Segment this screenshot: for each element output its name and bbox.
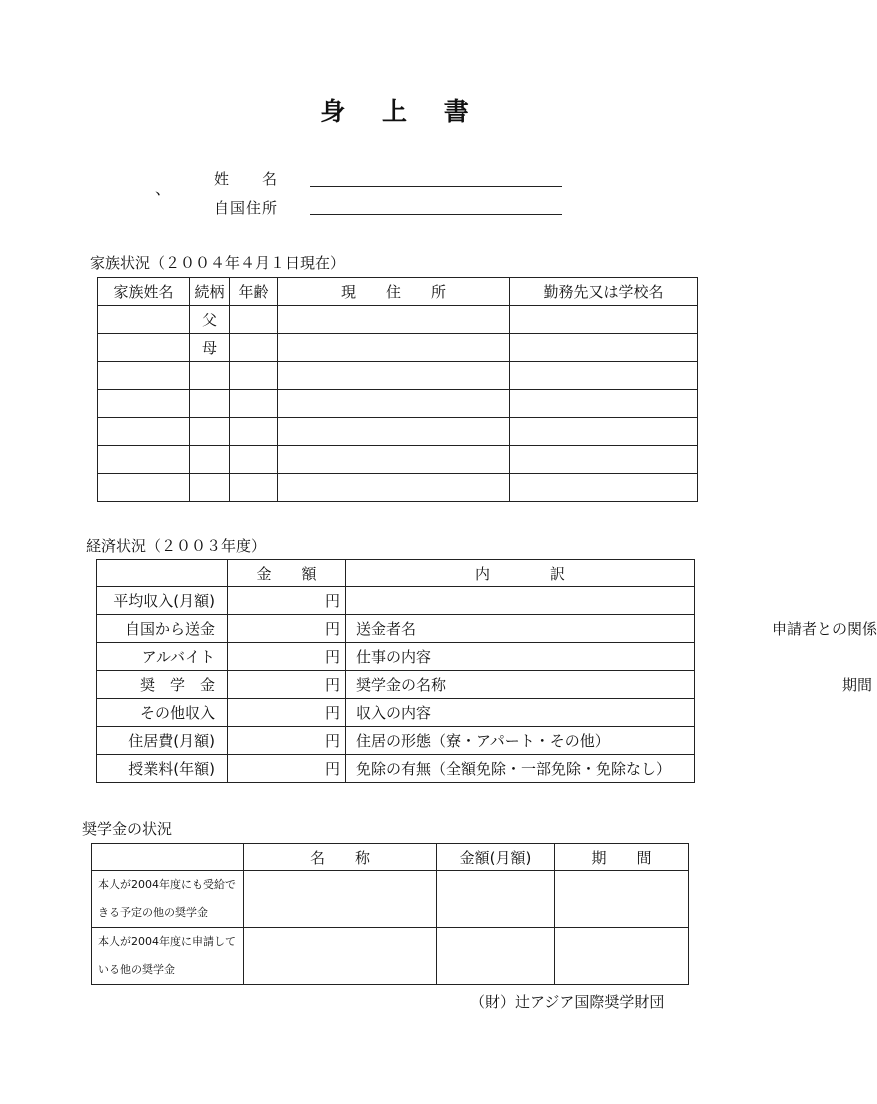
family-row xyxy=(98,362,698,390)
economy-detail-sublabel: 申請者との関係 xyxy=(772,620,877,638)
family-row xyxy=(98,474,698,502)
work-school-cell[interactable] xyxy=(510,446,698,474)
economy-detail-cell[interactable] xyxy=(346,727,695,755)
economy-item-label: 住居費(月額) xyxy=(97,727,228,755)
family-header-name: 家族姓名 xyxy=(98,278,190,306)
name-field[interactable] xyxy=(310,186,562,187)
stray-mark: 、 xyxy=(155,179,172,198)
scholarship-amount-cell[interactable] xyxy=(437,928,555,985)
economy-row xyxy=(97,615,695,643)
address-label: 自国住所 xyxy=(214,199,279,217)
age-cell[interactable] xyxy=(230,446,278,474)
economy-detail-cell[interactable] xyxy=(346,587,695,615)
scholarship-period-cell[interactable] xyxy=(555,928,689,985)
family-name-cell[interactable] xyxy=(98,418,190,446)
economy-detail-cell[interactable] xyxy=(346,671,873,699)
family-header-relation: 続柄 xyxy=(190,278,230,306)
scholarship-header-period: 期 間 xyxy=(555,844,689,871)
scholarship-table xyxy=(91,843,689,985)
economy-detail-label: 送金者名 xyxy=(356,620,417,638)
economy-row xyxy=(97,643,695,671)
family-row xyxy=(98,418,698,446)
economy-header-detail: 内 訳 xyxy=(346,560,695,587)
relation-cell[interactable] xyxy=(190,474,230,502)
scholarship-row xyxy=(92,871,689,928)
family-section-title: 家族状況（２００４年４月１日現在） xyxy=(90,254,346,272)
economy-item-label: 奨 学 金 xyxy=(97,671,228,699)
economy-header-row xyxy=(97,560,695,587)
economy-amount-cell[interactable]: 円 xyxy=(228,727,346,755)
scholarship-row-label: 本人が2004年度に申請している他の奨学金 xyxy=(92,928,244,985)
age-cell[interactable] xyxy=(230,474,278,502)
work-school-cell[interactable] xyxy=(510,474,698,502)
economy-item-label: アルバイト xyxy=(97,643,228,671)
scholarship-header-amount: 金額(月額) xyxy=(437,844,555,871)
economy-item-label: 平均収入(月額) xyxy=(97,587,228,615)
economy-detail-label: 奨学金の名称 xyxy=(356,676,447,694)
economy-detail-cell[interactable] xyxy=(346,643,695,671)
economy-amount-cell[interactable]: 円 xyxy=(228,755,346,783)
economy-row xyxy=(97,671,695,699)
address-cell[interactable] xyxy=(278,390,510,418)
economy-amount-cell[interactable]: 円 xyxy=(228,643,346,671)
work-school-cell[interactable] xyxy=(510,362,698,390)
address-field[interactable] xyxy=(310,214,562,215)
relation-cell[interactable] xyxy=(190,362,230,390)
family-header-row xyxy=(98,278,698,306)
economy-detail-label: 住居の形態（寮・アパート・その他） xyxy=(356,732,610,750)
family-name-cell[interactable] xyxy=(98,334,190,362)
address-cell[interactable] xyxy=(278,446,510,474)
family-header-age: 年齢 xyxy=(230,278,278,306)
age-cell[interactable] xyxy=(230,306,278,334)
scholarship-header-row xyxy=(92,844,689,871)
work-school-cell[interactable] xyxy=(510,306,698,334)
footer-organization: （財）辻アジア国際奨学財団 xyxy=(470,993,665,1011)
scholarship-row xyxy=(92,928,689,985)
age-cell[interactable] xyxy=(230,390,278,418)
economy-amount-cell[interactable]: 円 xyxy=(228,615,346,643)
address-cell[interactable] xyxy=(278,362,510,390)
economy-header-item xyxy=(97,560,228,587)
scholarship-header-blank xyxy=(92,844,244,871)
scholarship-name-cell[interactable] xyxy=(244,871,437,928)
family-header-work-school: 勤務先又は学校名 xyxy=(510,278,698,306)
relation-cell[interactable] xyxy=(190,390,230,418)
economy-amount-cell[interactable]: 円 xyxy=(228,671,346,699)
page-title: 身 上 書 xyxy=(320,97,483,126)
age-cell[interactable] xyxy=(230,418,278,446)
family-row xyxy=(98,390,698,418)
economy-row xyxy=(97,755,695,783)
economy-detail-sublabel: 期間 xyxy=(842,676,873,694)
economy-item-label: 授業料(年額) xyxy=(97,755,228,783)
scholarship-name-cell[interactable] xyxy=(244,928,437,985)
economy-item-label: 自国から送金 xyxy=(97,615,228,643)
economy-item-label: その他収入 xyxy=(97,699,228,727)
relation-cell[interactable] xyxy=(190,446,230,474)
family-name-cell[interactable] xyxy=(98,362,190,390)
family-name-cell[interactable] xyxy=(98,474,190,502)
scholarship-amount-cell[interactable] xyxy=(437,871,555,928)
economy-detail-cell[interactable] xyxy=(346,699,695,727)
economy-section-title: 経済状況（２００３年度） xyxy=(86,537,267,555)
economy-detail-label: 収入の内容 xyxy=(356,704,432,722)
name-label: 姓 名 xyxy=(214,170,279,188)
scholarship-period-cell[interactable] xyxy=(555,871,689,928)
age-cell[interactable] xyxy=(230,362,278,390)
scholarship-section-title: 奨学金の状況 xyxy=(82,820,173,838)
address-cell[interactable] xyxy=(278,474,510,502)
age-cell[interactable] xyxy=(230,334,278,362)
economy-amount-cell[interactable]: 円 xyxy=(228,587,346,615)
economy-detail-label: 免除の有無（全額免除・一部免除・免除なし） xyxy=(356,760,672,778)
family-name-cell[interactable] xyxy=(98,306,190,334)
relation-cell[interactable]: 父 xyxy=(190,306,230,334)
economy-table xyxy=(96,559,877,783)
economy-header-amount: 金 額 xyxy=(228,560,346,587)
family-row xyxy=(98,334,698,362)
work-school-cell[interactable] xyxy=(510,390,698,418)
economy-detail-cell[interactable] xyxy=(346,755,695,783)
family-header-address: 現 住 所 xyxy=(278,278,510,306)
economy-row xyxy=(97,587,695,615)
family-row xyxy=(98,446,698,474)
relation-cell[interactable] xyxy=(190,418,230,446)
scholarship-row-label: 本人が2004年度にも受給できる予定の他の奨学金 xyxy=(92,871,244,928)
economy-row xyxy=(97,727,695,755)
address-cell[interactable] xyxy=(278,306,510,334)
relation-cell[interactable]: 母 xyxy=(190,334,230,362)
work-school-cell[interactable] xyxy=(510,418,698,446)
economy-detail-label: 仕事の内容 xyxy=(356,648,432,666)
economy-row xyxy=(97,699,695,727)
scholarship-header-name: 名 称 xyxy=(244,844,437,871)
economy-detail-cell[interactable] xyxy=(346,615,877,643)
family-name-cell[interactable] xyxy=(98,390,190,418)
family-table xyxy=(97,277,698,502)
family-name-cell[interactable] xyxy=(98,446,190,474)
work-school-cell[interactable] xyxy=(510,334,698,362)
family-row xyxy=(98,306,698,334)
address-cell[interactable] xyxy=(278,334,510,362)
economy-amount-cell[interactable]: 円 xyxy=(228,699,346,727)
address-cell[interactable] xyxy=(278,418,510,446)
